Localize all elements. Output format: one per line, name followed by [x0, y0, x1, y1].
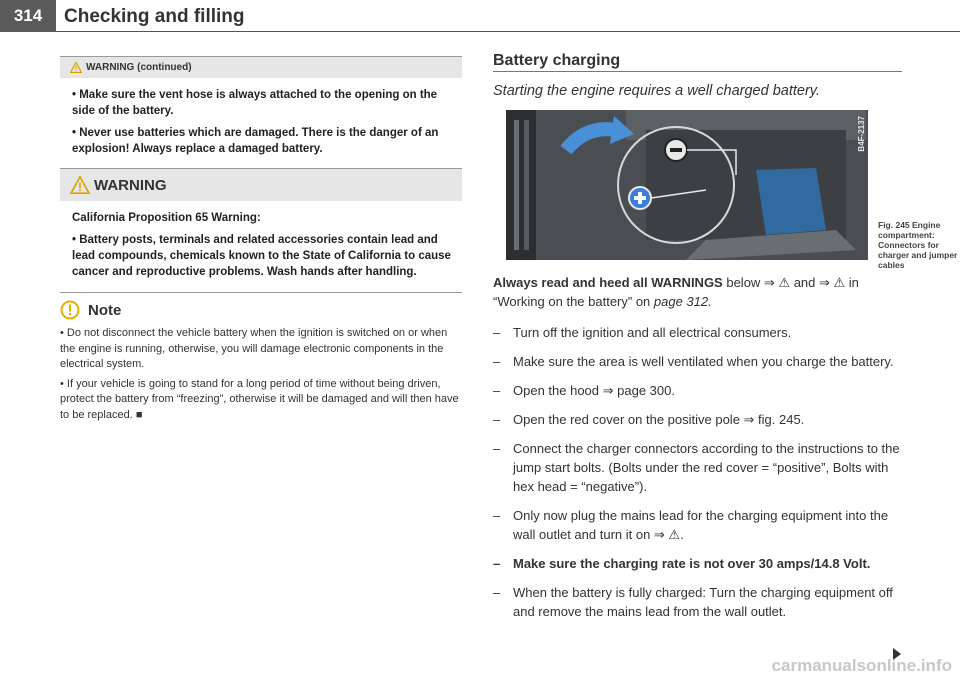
step-item-bold: – Make sure the charging rate is not over 30 amps/14.8 Volt. [493, 554, 903, 573]
warning-item: California Proposition 65 Warning: [72, 212, 261, 224]
step-item: – Open the red cover on the positive pole ⇒ fig. 245. [493, 410, 903, 429]
warning-continued-header [60, 57, 462, 78]
note-header [60, 300, 121, 320]
header-divider [56, 31, 960, 32]
warning-box [60, 168, 462, 293]
figure-code: B4F-2137 [857, 116, 866, 152]
section-title: Battery charging [493, 52, 621, 69]
note-label: Note [88, 301, 122, 319]
step-item: – Only now plug the mains lead for the charging equipment into the wall outlet and turn it on ⇒ ⚠. [493, 506, 903, 544]
section-divider [493, 71, 902, 72]
step-item: – Open the hood ⇒ page 300. [493, 381, 903, 400]
chapter-title: Checking and filling [64, 6, 245, 27]
note-item: • Do not disconnect the vehicle battery when the ignition is switched on or when the engine is running, otherwise, you will damage electronic components in the electrical system. [60, 327, 448, 370]
instructions [493, 273, 903, 631]
warning-continued-box [60, 56, 462, 170]
watermark: carmanualsonline.info [771, 656, 952, 675]
warning-icon [70, 62, 82, 73]
engine-illustration [506, 110, 868, 260]
intro-rest: below ⇒ ⚠ and ⇒ ⚠ in “Working on the battery” on [493, 275, 859, 309]
warning-item: • Never use batteries which are damaged. There is the danger of an explosion! Always replace a damaged battery. [72, 127, 439, 155]
warning-label: WARNING [94, 176, 167, 194]
figure-caption: Fig. 245 Engine compartment: Connectors for charger and jumper cables [878, 220, 958, 270]
step-item: – When the battery is fully charged: Turn the charging equipment off and remove the mains lead from the wall outlet. [493, 583, 903, 621]
section-subtitle: Starting the engine requires a well charged battery. [493, 83, 820, 99]
intro-bold: Always read and heed all WARNINGS [493, 275, 723, 290]
engine-compartment-figure [506, 110, 868, 260]
warning-icon [70, 176, 90, 194]
page-number: 314 [0, 0, 56, 32]
warning-item: • Battery posts, terminals and related accessories contain lead and lead compounds, chemicals known to the State of California to cause cancer and reproductive problems. Wash hands after handling. [72, 234, 451, 278]
intro-page-link[interactable]: page 312. [653, 294, 712, 309]
intro-paragraph [493, 273, 903, 311]
step-item: – Turn off the ignition and all electrical consumers. [493, 323, 903, 342]
note-icon [60, 300, 80, 320]
step-item: – Connect the charger connectors according to the instructions to the jump start bolts. (Bolts under the red cover = “positive”, Bolts with hex head = “negative”). [493, 439, 903, 496]
warning-continued-label: WARNING (continued) [86, 62, 192, 73]
note-item: • If your vehicle is going to stand for a long period of time without being driven, protect the battery from “freezing”, otherwise it will be damaged and will then have to be replaced. ■ [60, 377, 459, 421]
step-item: – Make sure the area is well ventilated when you charge the battery. [493, 352, 903, 371]
note-body [60, 326, 464, 427]
warning-header [60, 169, 462, 201]
warning-item: • Make sure the vent hose is always attached to the opening on the side of the battery. [72, 89, 438, 117]
